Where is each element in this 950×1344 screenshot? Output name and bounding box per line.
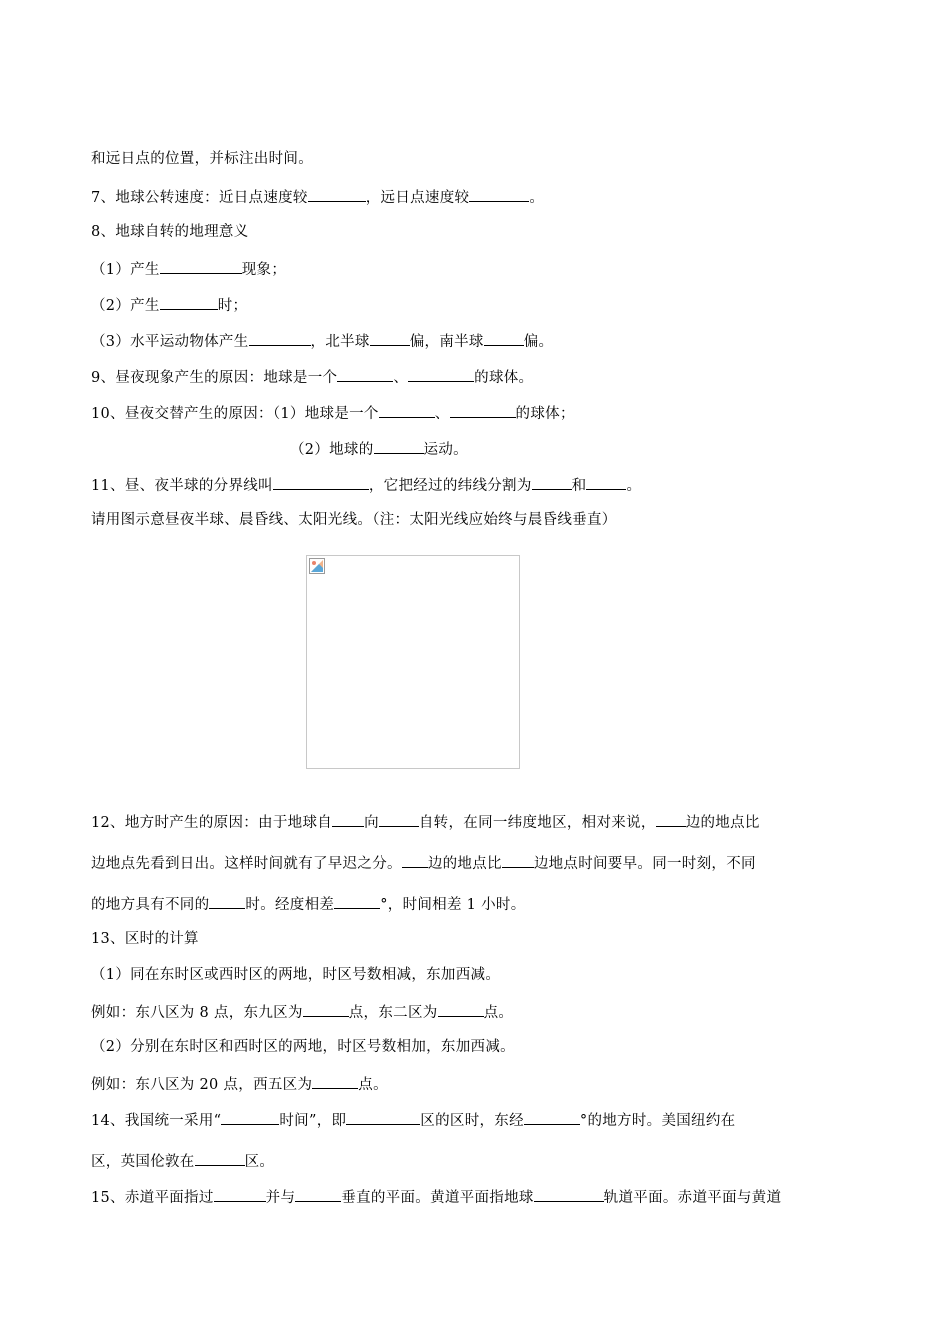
diagram-image-placeholder [306, 555, 520, 769]
question-12-c: 的地方具有不同的 时。经度相差 °，时间相差 1 小时。 [91, 893, 526, 915]
question-11: 11、昼、夜半球的分界线叫 ，它把经过的纬线分割为 和 。 [91, 474, 641, 496]
question-14-b: 区，英国伦敦在 区。 [91, 1150, 274, 1172]
example-2: 例如：东八区为 20 点，西五区为 点。 [91, 1073, 388, 1095]
question-13: 13、区时的计算 [91, 931, 199, 947]
question-14-a: 14、我国统一采用“ 时间”，即 区的区时，东经 °的地方时。美国纽约在 [91, 1109, 735, 1131]
question-13-2: （2）分别在东时区和西时区的两地，时区号数相加，东加西减。 [91, 1039, 515, 1055]
question-8-3: （3）水平运动物体产生 ，北半球 偏，南半球 偏。 [91, 330, 553, 352]
question-10-1: 10、昼夜交替产生的原因：（1）地球是一个 、 的球体； [91, 402, 575, 424]
text-line: 和远日点的位置，并标注出时间。 [91, 151, 313, 167]
question-9: 9、昼夜现象产生的原因：地球是一个 、 的球体。 [91, 366, 533, 388]
question-12-a: 12、地方时产生的原因：由于地球自 向 自转，在同一纬度地区，相对来说， 边的地点比 [91, 811, 760, 833]
question-15: 15、赤道平面指过 并与 垂直的平面。黄道平面指地球 轨道平面。赤道平面与黄道 [91, 1186, 781, 1208]
question-13-1: （1）同在东时区或西时区的两地，时区号数相减，东加西减。 [91, 967, 501, 983]
question-7: 7、地球公转速度：近日点速度较 ，远日点速度较 。 [91, 186, 544, 208]
example-1: 例如：东八区为 8 点，东九区为 点，东二区为 点。 [91, 1001, 513, 1023]
broken-image-icon [309, 558, 325, 574]
question-12-b: 边地点先看到日出。这样时间就有了早迟之分。 边的地点比 边地点时间要早。同一时刻，不同 [91, 852, 756, 874]
question-10-2: （2）地球的 运动。 [290, 438, 468, 460]
instruction: 请用图示意昼夜半球、晨昏线、太阳光线。（注：太阳光线应始终与晨昏线垂直） [91, 512, 617, 528]
question-8-2: （2）产生 时； [91, 294, 247, 316]
question-8-1: （1）产生 现象； [91, 258, 286, 280]
question-8: 8、地球自转的地理意义 [91, 224, 249, 240]
